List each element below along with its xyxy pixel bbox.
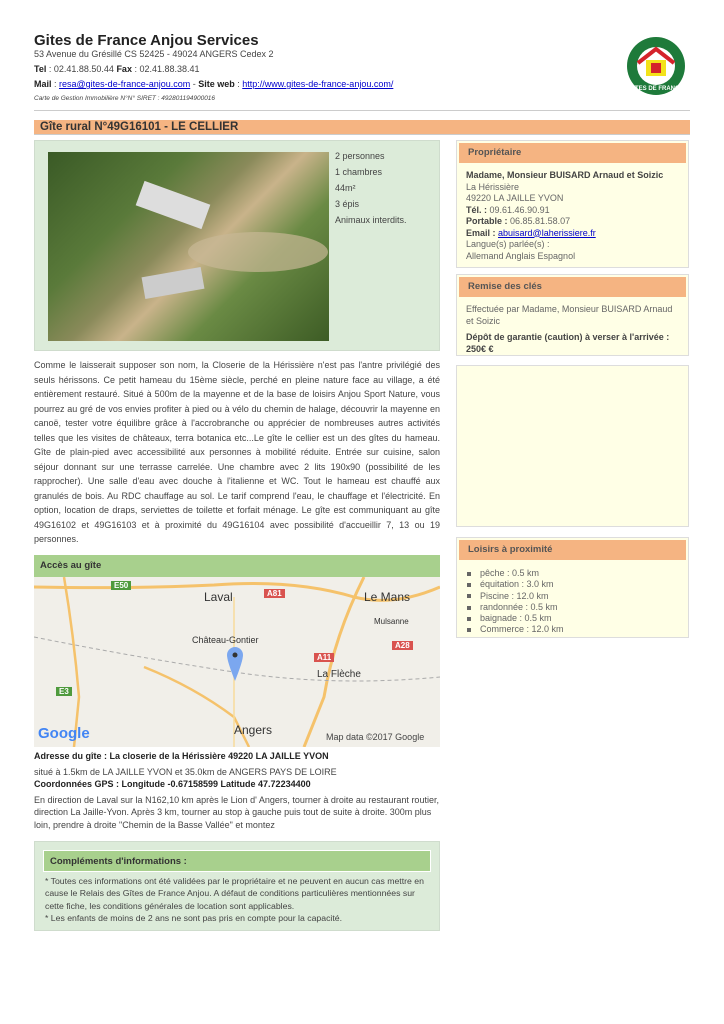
owner-heading: Propriétaire bbox=[459, 143, 686, 163]
attr-surface: 44m² bbox=[335, 183, 356, 193]
agency-contact: Mail : resa@gites-de-france-anjou.com - Site web : http://www.gites-de-france-anjou.com/ bbox=[34, 79, 394, 89]
map-attribution: Map data ©2017 Google bbox=[326, 731, 425, 742]
road-e50: E50 bbox=[111, 581, 131, 590]
leisure-panel bbox=[456, 537, 689, 638]
agency-address: 53 Avenue du Grésillé CS 52425 - 49024 ANGERS Cedex 2 bbox=[34, 49, 274, 59]
fax-value: 02.41.88.38.41 bbox=[139, 64, 200, 74]
web-link[interactable]: http://www.gites-de-france-anjou.com/ bbox=[242, 79, 394, 89]
keys-heading: Remise des clés bbox=[459, 277, 686, 297]
svg-text:GITES DE FRANCE: GITES DE FRANCE bbox=[628, 86, 684, 92]
owner-street: La Hérissière bbox=[466, 181, 520, 192]
agency-title: Gites de France Anjou Services bbox=[34, 32, 259, 49]
complements-heading: Compléments d'informations : bbox=[43, 850, 431, 872]
languages: Allemand Anglais Espagnol bbox=[466, 250, 576, 261]
road-a28: A28 bbox=[392, 641, 413, 650]
agency-phone: Tel : 02.41.88.50.44 Fax : 02.41.88.38.41 bbox=[34, 64, 200, 74]
attr-pets: Animaux interdits. bbox=[335, 215, 407, 225]
keys-panel bbox=[456, 274, 689, 356]
complement-line: * Toutes ces informations ont été validées par le propriétaire et ne peuvent en aucun cas mettre en cause le Relais des Gîtes de France Anjou. A défaut de conditions particulières mentionnées sur cette fiche, les conditions générales de location sont applicables. bbox=[45, 876, 424, 911]
map-label-chateau-gontier: Château-Gontier bbox=[192, 634, 259, 645]
access-heading: Accès au gîte bbox=[34, 555, 440, 577]
leisure-item: baignade : 0.5 km bbox=[467, 613, 678, 624]
owner-tel: 09.61.46.90.91 bbox=[489, 204, 550, 215]
header-divider bbox=[34, 110, 690, 111]
leisure-heading: Loisirs à proximité bbox=[459, 540, 686, 560]
mail-link[interactable]: resa@gites-de-france-anjou.com bbox=[59, 79, 191, 89]
mail-label: Mail bbox=[34, 79, 52, 89]
leisure-item: Piscine : 12.0 km bbox=[467, 591, 678, 602]
empty-panel bbox=[456, 365, 689, 527]
leisure-item: Commerce : 12.0 km bbox=[467, 624, 678, 635]
directions: En direction de Laval sur la N162,10 km après le Lion d' Angers, tourner à droite au restaurant routier, direction La Jaille-Yvon. Après 3 km, tourner au stop à gauche puis tout de suite à droite. 300m plus loin, prendre à droite "Chemin de la Basse Vallée" et montez bbox=[34, 794, 439, 830]
web-label: Site web bbox=[198, 79, 235, 89]
attr-rating: 3 épis bbox=[335, 199, 360, 209]
owner-mobile: 06.85.81.58.07 bbox=[510, 216, 571, 226]
map-label-angers: Angers bbox=[234, 722, 273, 737]
leisure-item: pêche : 0.5 km bbox=[467, 568, 678, 579]
gite-photo[interactable] bbox=[48, 152, 329, 341]
owner-panel bbox=[456, 140, 689, 268]
tel-value: 02.41.88.50.44 bbox=[53, 64, 114, 74]
map-label-laval: Laval bbox=[204, 589, 233, 604]
fax-label: Fax bbox=[116, 64, 132, 74]
owner-email-link[interactable]: abuisard@laherissiere.fr bbox=[498, 227, 596, 238]
siret: Carte de Gestion Immobilière N°N° SIRET : 492801194900016 bbox=[34, 95, 216, 102]
road-e3: E3 bbox=[56, 687, 72, 696]
owner-email-label: Email : bbox=[466, 227, 496, 238]
main-column bbox=[34, 358, 440, 931]
deposit-text: Dépôt de garantie (caution) à verser à l'arrivée : 250€ € bbox=[466, 332, 670, 354]
map-label-mulsanne: Mulsanne bbox=[374, 616, 409, 626]
owner-name: Madame, Monsieur BUISARD Arnaud et Soizic bbox=[466, 170, 664, 180]
gite-location bbox=[34, 766, 440, 790]
leisure-item: randonnée : 0.5 km bbox=[467, 602, 678, 613]
attr-persons: 2 personnes bbox=[335, 151, 385, 161]
keys-text: Effectuée par Madame, Monsieur BUISARD Arnaud et Soizic bbox=[466, 304, 673, 326]
owner-city: 49220 LA JAILLE YVON bbox=[466, 193, 564, 203]
gps-coordinates: Coordonnées GPS : Longitude -0.67158599 Latitude 47.72234400 bbox=[34, 778, 311, 789]
leisure-item: équitation : 3.0 km bbox=[467, 579, 678, 590]
gite-address: Adresse du gîte : La closerie de la Hérissière 49220 LA JAILLE YVON bbox=[34, 750, 329, 761]
languages-label: Langue(s) parlée(s) : bbox=[466, 239, 550, 249]
map-pin-icon[interactable] bbox=[227, 647, 243, 681]
google-logo: Google bbox=[38, 724, 90, 742]
gite-title: Gîte rural N°49G16101 - LE CELLIER bbox=[34, 120, 690, 135]
gites-de-france-logo bbox=[626, 36, 686, 96]
road-a81: A81 bbox=[264, 589, 285, 598]
attr-bedrooms: 1 chambres bbox=[335, 167, 383, 177]
gite-overview bbox=[34, 140, 440, 351]
owner-tel-label: Tél. : bbox=[466, 204, 488, 215]
location-map[interactable] bbox=[34, 577, 440, 747]
map-label-la-fleche: La Flèche bbox=[317, 668, 361, 680]
tel-label: Tel bbox=[34, 64, 47, 74]
complement-line: * Les enfants de moins de 2 ans ne sont pas pris en compte pour la capacité. bbox=[45, 912, 343, 923]
gite-description: Comme le laisserait supposer son nom, la Closerie de la Hérissière n'est pas l'antre privilégié des seuls hérissons. Ce petit hameau du 15ème siècle, perché en pleine nature face au village, a été entièrement restauré. Situé à 500m de la mayenne et de la base de loisirs Anjou Sport Nature, vous pourrez au gré de vos envies profiter à pied ou à vélo du chemin de halage, découvrir la mayenne en canoë, tester votre équilibre grâce à l'accrobranche ou apprécier de nombreuses autres activités telles que les visites de châteaux, terra botanica etc...Le gîte le cellier est un des gîtes du hameau. Gîte de plain-pied avec accessibilité aux personnes à mobilité réduite. Entrée sur cuisine, salon séjour donnant sur une terrasse carrelée. Une chambre avec 2 lits 190x90 (possibilité de les rapprocher). Une salle d'eau avec douche à l'italienne et WC. Tout le hameau est chauffé aux granulés de bois. Au RDC chauffage au sol. Le tarif comprend l'eau, le chauffage et l'électricité. En option, location de draps, serviettes de toilette et forfait ménage. Le gîte est communiquant au gîte 49G16102 et 49G16103 et à proximité du 49G16104 avec possibilité d'accueillir 7, 13 ou 19 personnes. bbox=[34, 360, 440, 544]
distance-text: situé à 1.5km de LA JAILLE YVON et 35.0km de ANGERS PAYS DE LOIRE bbox=[34, 766, 337, 777]
road-a11: A11 bbox=[314, 653, 334, 662]
map-label-le-mans: Le Mans bbox=[364, 589, 411, 604]
complements-panel bbox=[34, 841, 440, 931]
owner-mobile-label: Portable : bbox=[466, 216, 508, 226]
